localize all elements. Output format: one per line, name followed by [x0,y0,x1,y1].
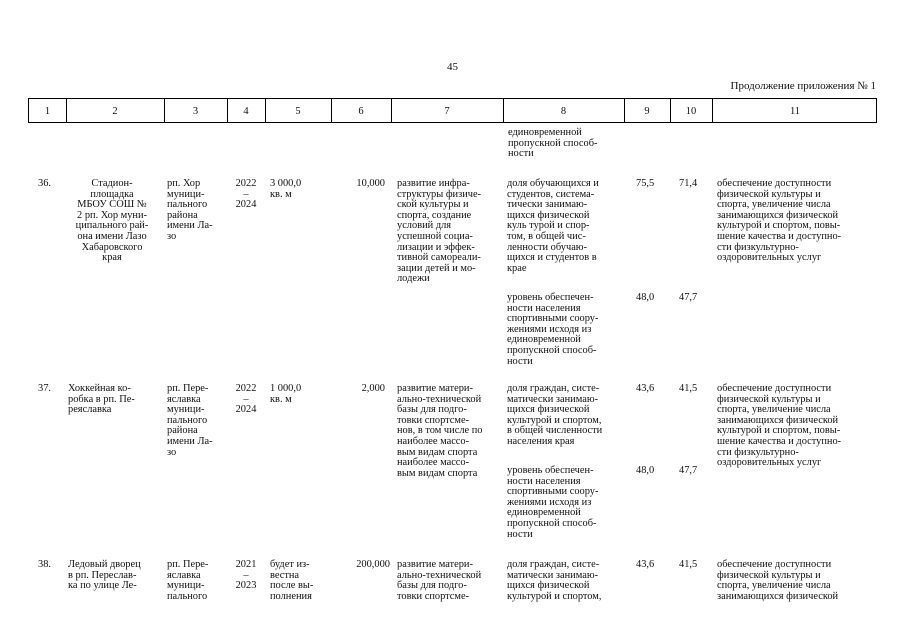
object-capacity: будет из- вестна после вы- полнения [270,559,314,602]
object-purpose: развитие матери- ально-технической базы для подго- товки спортсме- [397,559,482,602]
indicator-value-col10: 71,4 [679,178,698,189]
header-col-1: 1 [44,106,51,117]
object-cost: 10,000 [356,178,385,189]
indicator-continuation: единовременной пропускной способ- ности [508,127,598,160]
continuation-label: Продолжение приложения № 1 [730,80,876,92]
object-location: рп. Пере- яславка муници- пального [167,559,209,602]
row-number: 38. [38,559,51,570]
indicator-text: уровень обеспечен- ности населения спортивными соору- жениями исходя из единовременной пропускной способ- ности [507,465,599,540]
indicator-text: уровень обеспечен- ности населения спортивными соору- жениями исходя из единовременной пропускной способ- ности [507,292,599,367]
indicator-value-col10: 47,7 [679,292,698,303]
expected-result: обеспечение доступности физической культуры и спорта, увеличение числа занимающихся физической культурой и спортом, повы- шение качества и доступно- сти физкультурно- оздоровительных услуг [717,178,842,264]
object-capacity: 1 000,0 кв. м [270,383,302,405]
indicator-value-col10: 41,5 [679,383,698,394]
implementation-years: 2022 – 2024 [235,383,257,416]
page-number: 45 [447,61,458,73]
implementation-years: 2021 – 2023 [235,559,257,592]
header-col-3: 3 [192,106,199,117]
object-capacity: 3 000,0 кв. м [270,178,302,200]
object-cost: 200,000 [356,559,390,570]
header-col-5: 5 [295,106,301,117]
object-name: Хоккейная ко- робка в рп. Пе- реяславка [68,383,135,416]
indicator-value-col9: 48,0 [636,292,655,303]
object-location: рп. Пере- яславка муници- пального района имени Ла- зо [167,383,213,458]
indicator-value-col9: 43,6 [636,383,655,394]
indicator-value-col9: 48,0 [636,465,655,476]
header-col-8: 8 [560,106,567,117]
implementation-years: 2022 – 2024 [235,178,257,211]
object-cost: 2,000 [361,383,385,394]
header-col-10: 10 [685,106,697,117]
object-purpose: развитие матери- ально-технической базы для подго- товки спортсме- нов, в том числе по наиболее массо- вым видам спорта наиболее массо- вым видам спорта [397,383,483,479]
indicator-value-col10: 47,7 [679,465,698,476]
indicator-text: доля обучающихся и студентов, система- тически занимаю- щихся физической куль турой и спор- том, в общей чис- ленности обучаю- щихся и студентов в крае [507,178,599,274]
object-name: Ледовый дворец в рп. Переслав- ка по улице Ле- [68,559,141,592]
row-number: 37. [38,383,51,394]
header-col-6: 6 [358,106,364,117]
header-col-4: 4 [243,106,249,117]
indicator-value-col10: 41,5 [679,559,698,570]
indicator-value-col9: 43,6 [636,559,655,570]
indicator-text: доля граждан, систе- матически занимаю- щихся физической культурой и спортом, [507,559,602,602]
expected-result: обеспечение доступности физической культуры и спорта, увеличение числа занимающихся физической культурой и спортом, повы- шение качества и доступно- сти физкультурно- оздоровительных услуг [717,383,842,469]
indicator-value-col9: 75,5 [636,178,655,189]
object-location: рп. Хор муници- пального района имени Ла- зо [167,178,213,242]
header-col-2: 2 [112,106,118,117]
row-number: 36. [38,178,51,189]
header-col-9: 9 [644,106,650,117]
expected-result: обеспечение доступности физической культуры и спорта, увеличение числа занимающихся физической [717,559,839,602]
header-col-7: 7 [444,106,450,117]
object-purpose: развитие инфра- структуры физиче- ской культуры и спорта, создание условий для успешной социа- лизации и эффек- тивной самореали- зации детей и мо- лодежи [397,178,482,285]
header-col-11: 11 [789,106,801,117]
table-header [28,98,877,123]
object-name: Стадион- площадка МБОУ СОШ № 2 рп. Хор муни- ципального рай- она имени Лазо Хабаровского края [75,178,149,264]
indicator-text: доля граждан, систе- матически занимаю- щихся физической культурой и спортом, в общей численности населения края [507,383,603,447]
